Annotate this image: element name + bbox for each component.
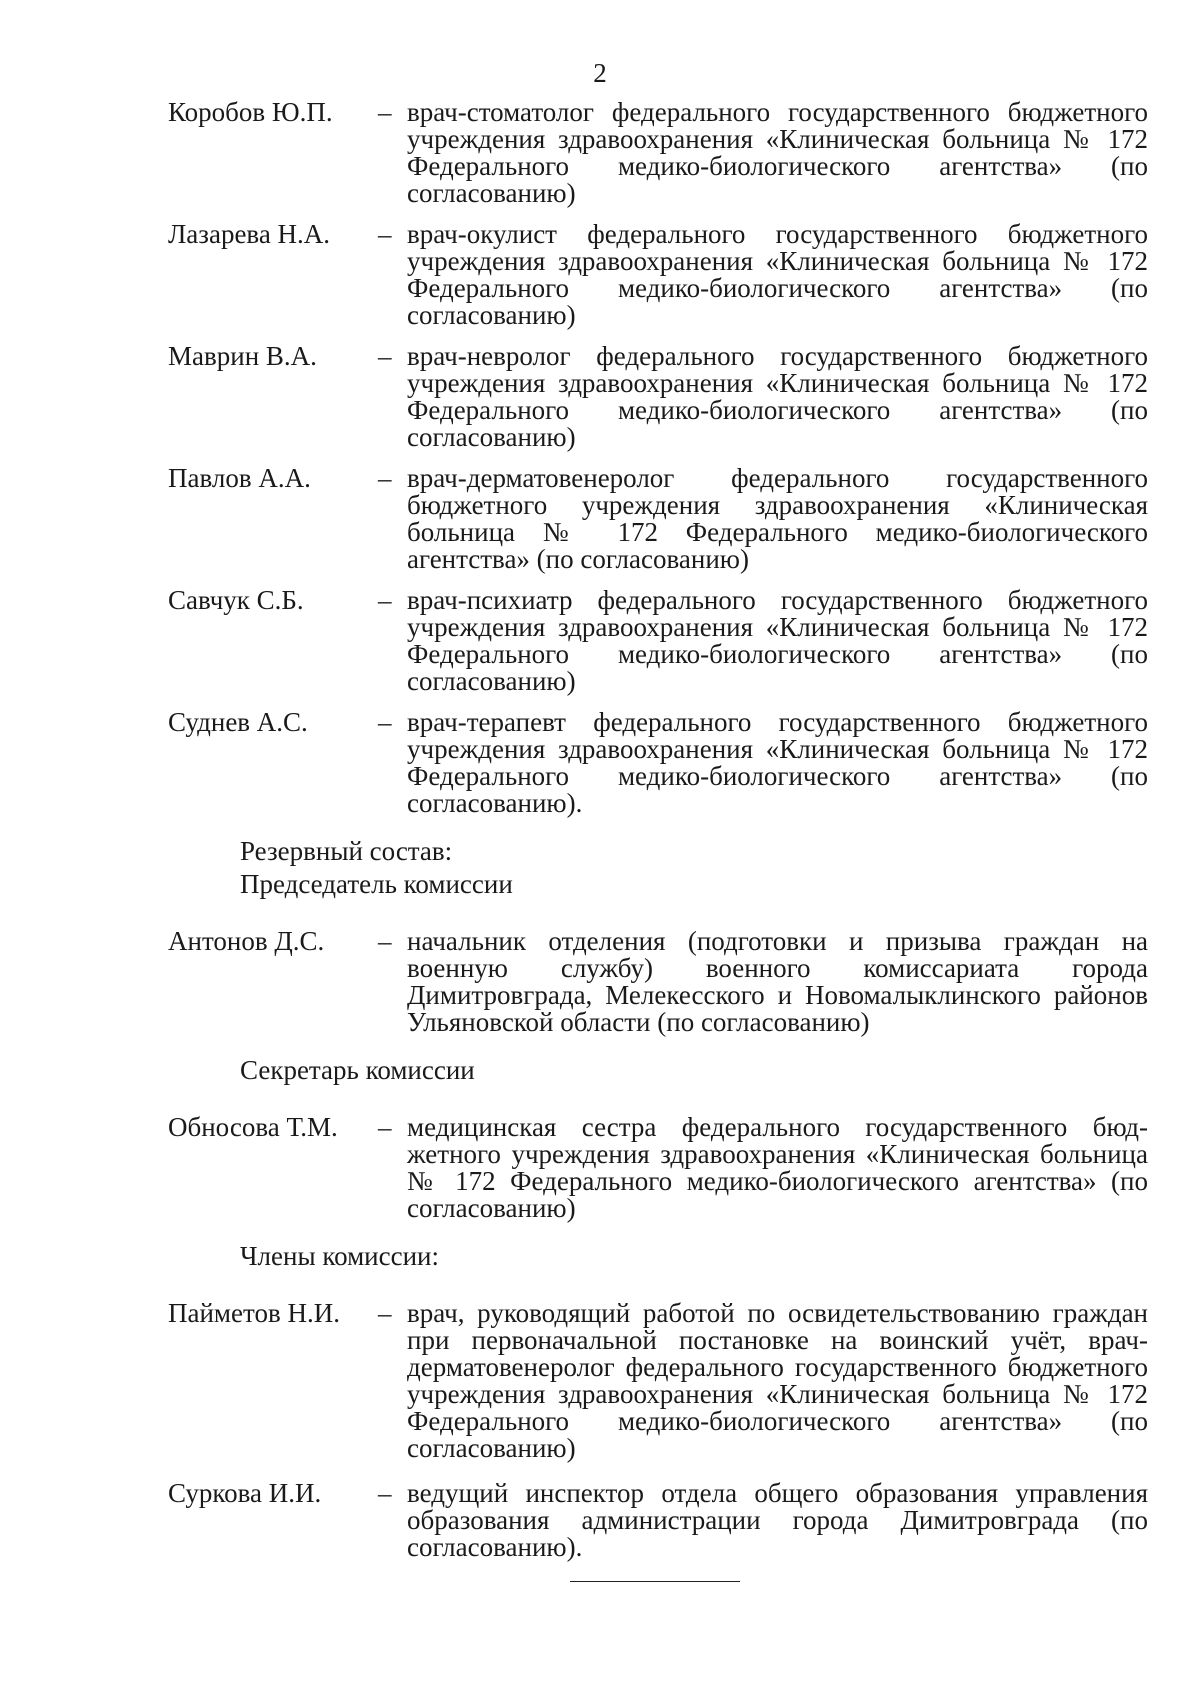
dash: –	[378, 97, 392, 127]
member-entry-savchuk	[168, 587, 1148, 695]
dash: –	[378, 341, 392, 371]
reserve-title: Резервный состав:	[240, 836, 453, 866]
member-entry-lazareva	[168, 221, 1148, 329]
page-number: 2	[593, 58, 607, 88]
member-position: начальник отделения (подготовки и призыва граждан на военную службу) военного комиссариата города Димитровграда, Мелекесского и Новомалыклинского районов Ульяновской области (по согласованию)	[407, 926, 1148, 1037]
member-position: ведущий инспектор отдела общего образования управления образования администрации города Димитровграда (по согласованию).	[407, 1478, 1148, 1562]
reserve-member-entry-paymetov	[168, 1300, 1148, 1462]
closing-rule	[570, 1581, 740, 1582]
chairman-heading: Председатель комиссии	[240, 869, 513, 899]
member-name: Суднев А.С.	[168, 707, 308, 737]
dash: –	[378, 219, 392, 249]
member-position: врач-стоматолог федерального государственного бюджетного учреждения здравоохранения «Клиническая больница № 172 Федерального медико-биологического агентства» (по согласованию)	[407, 97, 1148, 208]
member-position: врач-дерматовенеролог федерального государственного бюджетного учреждения здравоохранения «Клиническая больница № 172 Федерального медико-биологического агентства» (по согласованию)	[407, 463, 1148, 574]
chairman-entry	[168, 928, 1148, 1036]
document-body	[168, 99, 1148, 1561]
member-entry-korobov	[168, 99, 1148, 207]
member-position: врач-окулист федерального государственного бюджетного учреждения здравоохранения «Клиническая больница № 172 Федерального медико-биологического агентства» (по согласованию)	[407, 219, 1148, 330]
member-name: Савчук С.Б.	[168, 585, 304, 615]
member-name: Обносова Т.М.	[168, 1112, 338, 1142]
member-entry-pavlov	[168, 465, 1148, 573]
dash: –	[378, 1112, 392, 1142]
member-entry-sudnev	[168, 709, 1148, 817]
dash: –	[378, 1298, 392, 1328]
dash: –	[378, 585, 392, 615]
member-name: Маврин В.А.	[168, 341, 317, 371]
member-name: Пайметов Н.И.	[168, 1298, 340, 1328]
member-position: врач-психиатр федерального государственного бюджетного учреждения здравоохранения «Клиническая больница № 172 Федерального медико-биологического агентства» (по согласованию)	[407, 585, 1148, 696]
secretary-heading: Секретарь комиссии	[240, 1055, 475, 1085]
secretary-entry	[168, 1114, 1148, 1222]
member-name: Антонов Д.С.	[168, 926, 325, 956]
member-name: Суркова И.И.	[168, 1478, 322, 1508]
member-position: врач-терапевт федерального государственного бюджетного учреждения здравоохранения «Клиническая больница № 172 Федерального медико-биологического агентства» (по согласованию).	[407, 707, 1148, 818]
dash: –	[378, 463, 392, 493]
member-name: Коробов Ю.П.	[168, 97, 333, 127]
dash: –	[378, 1478, 392, 1508]
members-heading: Члены комиссии:	[240, 1241, 439, 1271]
member-position: медицинская сестра федерального государственного бюджетного учреждения здравоохранения «Клиническая больница № 172 Федерального медико-биологического агентства» (по согласованию)	[407, 1112, 1148, 1223]
dash: –	[378, 707, 392, 737]
member-name: Павлов А.А.	[168, 463, 311, 493]
member-position: врач-невролог федерального государственного бюджетного учреждения здравоохранения «Клиническая больница № 172 Федерального медико-биологического агентства» (по согласованию)	[407, 341, 1148, 452]
member-position: врач, руководящий работой по освидетельствованию граждан при первоначальной постановке на воинский учёт, врач-дерматовенеролог федерального государственного бюджетного учреждения здравоохранения «Клиническая больница № 172 Федерального медико-биологического агентства» (по согласованию)	[407, 1298, 1148, 1463]
member-name: Лазарева Н.А.	[168, 219, 331, 249]
member-entry-mavrin	[168, 343, 1148, 451]
reserve-member-entry-surkova	[168, 1480, 1148, 1561]
dash: –	[378, 926, 392, 956]
